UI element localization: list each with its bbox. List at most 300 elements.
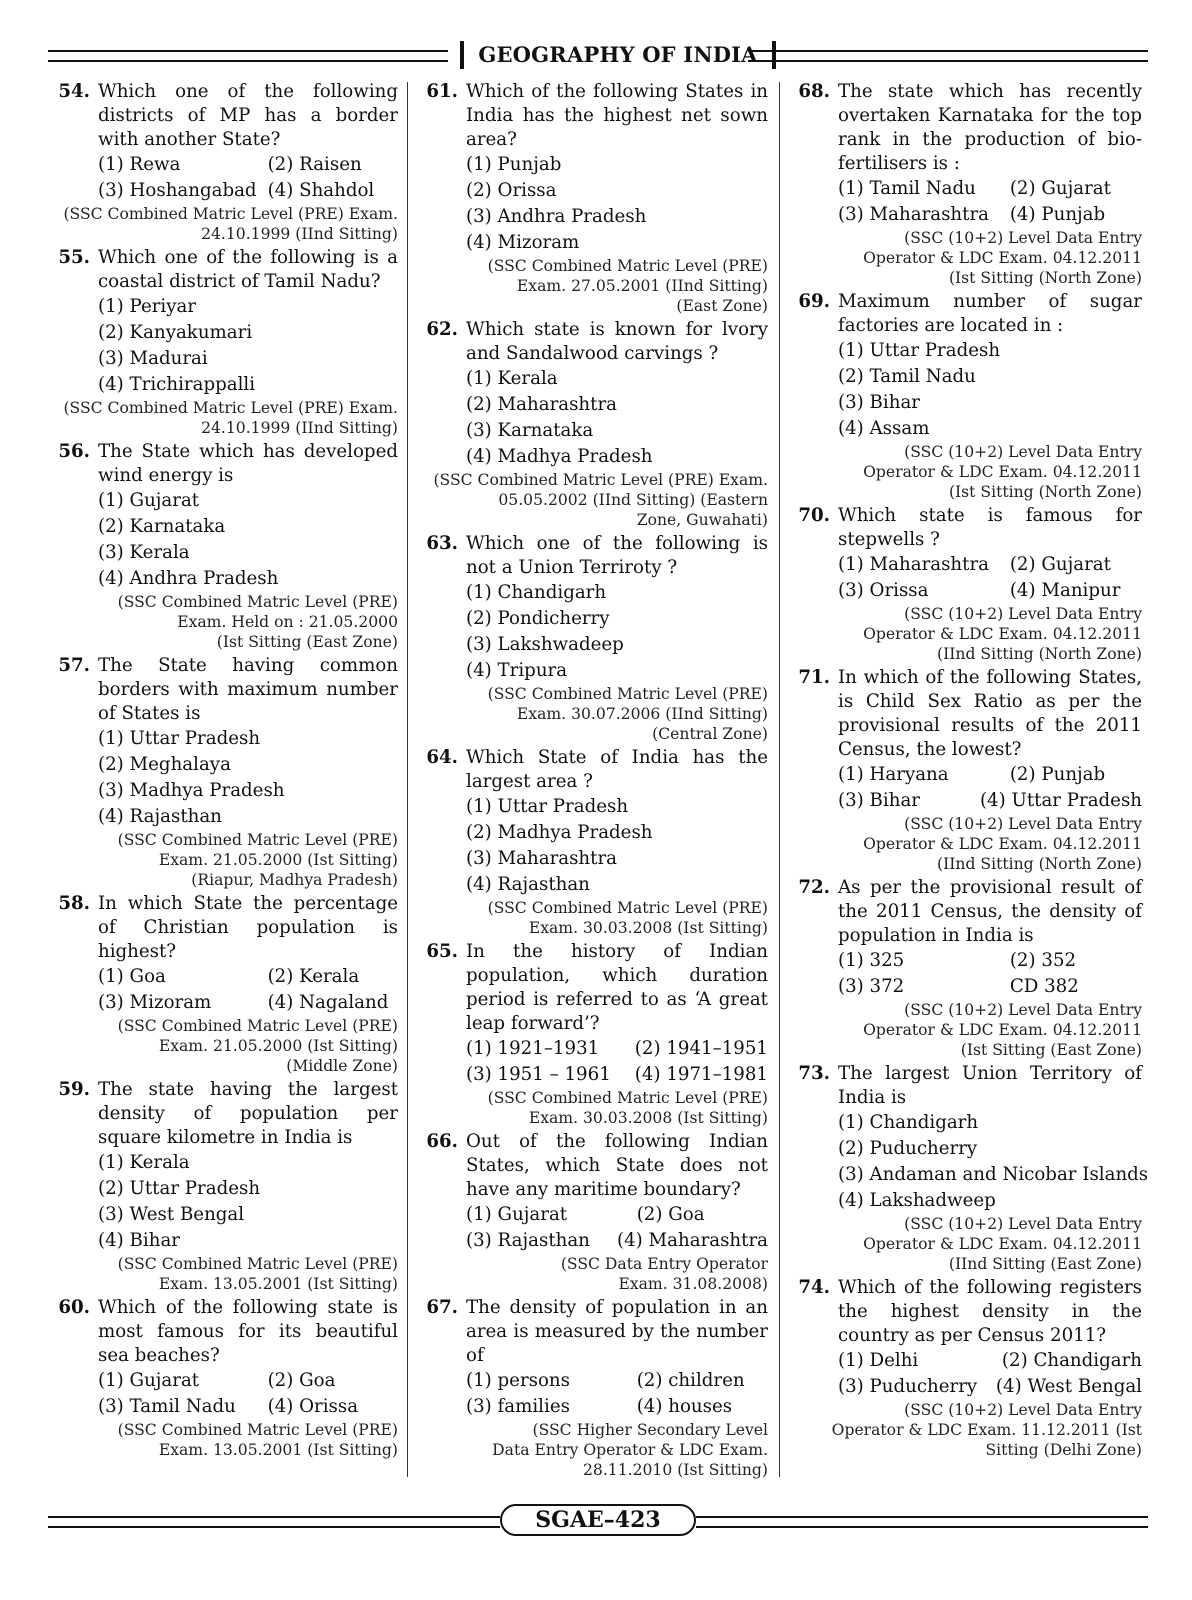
exam-source-line: Operator & LDC Exam. 04.12.2011 [863, 463, 1142, 481]
question-head [50, 246, 398, 294]
answer-option: (4) Andhra Pradesh [98, 568, 279, 589]
answer-option: (2) Raisen [267, 154, 362, 175]
question-block [50, 440, 398, 652]
question-block [418, 80, 768, 316]
question-block [790, 290, 1142, 502]
question-text: Which of the following States in India has the highest net sown area? [466, 81, 768, 150]
question-head [418, 1130, 768, 1202]
options-row [98, 178, 398, 204]
question-number: 67. [426, 1297, 458, 1318]
question-head [418, 80, 768, 152]
question-number: 60. [58, 1297, 90, 1318]
question-block [50, 80, 398, 244]
answer-option: (1) Punjab [466, 154, 562, 175]
answer-option: CD 382 [1009, 976, 1079, 997]
question-head [418, 1296, 768, 1368]
options-group [98, 1368, 398, 1420]
options-row [838, 948, 1142, 974]
exam-source-line: (SSC (10+2) Level Data Entry [904, 815, 1142, 833]
exam-source-line: (SSC Combined Matric Level (PRE) [487, 257, 768, 275]
exam-source-line: (SSC (10+2) Level Data Entry [904, 443, 1142, 461]
exam-source [50, 1254, 398, 1294]
exam-source [418, 1420, 768, 1480]
question-number: 71. [798, 667, 830, 688]
page-footer [48, 1504, 1148, 1540]
exam-source-line: (SSC Combined Matric Level (PRE) Exam. [433, 471, 768, 489]
exam-source-line: (SSC (10+2) Level Data Entry [904, 605, 1142, 623]
exam-source-line: Exam. 21.05.2000 (Ist Sitting) [158, 851, 398, 869]
exam-source-line: Exam. 31.08.2008) [618, 1275, 768, 1293]
answer-option: (1) Gujarat [98, 490, 200, 511]
exam-source-line: (Ist Sitting (North Zone) [948, 483, 1142, 501]
question-block [418, 318, 768, 530]
answer-option: (2) Goa [636, 1204, 705, 1225]
exam-source [790, 1000, 1142, 1060]
answer-option: (4) West Bengal [995, 1376, 1142, 1397]
answer-option: (2) Pondicherry [466, 608, 610, 629]
options-row [98, 152, 398, 178]
options-row [838, 1348, 1142, 1374]
answer-option: (2) Kanyakumari [98, 322, 253, 343]
answer-option: (3) Orissa [838, 580, 929, 601]
column-2 [418, 80, 768, 1500]
answer-option: (3) Bihar [838, 392, 920, 413]
answer-option: (2) Puducherry [838, 1138, 978, 1159]
options-group [466, 1368, 768, 1420]
question-head [790, 504, 1142, 552]
question-text: Which state is famous for stepwells ? [838, 505, 1142, 550]
exam-source-line: (SSC Combined Matric Level (PRE) [487, 899, 768, 917]
question-text: Which State of India has the largest area ? [466, 747, 768, 792]
answer-option: (1) 325 [838, 950, 905, 971]
exam-source-line: (SSC Combined Matric Level (PRE) [487, 1089, 768, 1107]
question-block [50, 1296, 398, 1460]
answer-option: (1) Kerala [466, 368, 558, 389]
exam-source-line: Sitting (Delhi Zone) [985, 1441, 1142, 1459]
question-block [790, 1276, 1142, 1460]
exam-source-line: (East Zone) [676, 297, 768, 315]
question-number: 69. [798, 291, 830, 312]
question-number: 57. [58, 655, 90, 676]
exam-source-line: (SSC Combined Matric Level (PRE) Exam. [63, 399, 398, 417]
answer-option: (3) Hoshangabad [98, 180, 257, 201]
header-rule-right [748, 50, 1148, 62]
answer-option: (1) 1921–1931 [466, 1038, 600, 1059]
options-group [98, 1150, 398, 1254]
column-divider [779, 82, 780, 1477]
answer-option: (1) Haryana [838, 764, 949, 785]
question-block [50, 892, 398, 1076]
exam-source-line: (Central Zone) [652, 725, 768, 743]
question-text: As per the provisional result of the 2011 Census, the density of population in India is [838, 877, 1142, 946]
answer-option: (4) Madhya Pradesh [466, 446, 653, 467]
question-number: 62. [426, 319, 458, 340]
exam-source-line: 24.10.1999 (IInd Sitting) [201, 419, 398, 437]
column-1 [50, 80, 398, 1500]
question-number: 55. [58, 247, 90, 268]
exam-source [790, 228, 1142, 288]
options-group [838, 948, 1142, 1000]
answer-option: (3) Bihar [838, 790, 920, 811]
answer-option: (3) Rajasthan [466, 1230, 590, 1251]
question-head [50, 1078, 398, 1150]
answer-option: (2) Gujarat [1009, 554, 1111, 575]
question-text: The density of population in an area is measured by the number of [466, 1297, 768, 1366]
question-number: 74. [798, 1277, 830, 1298]
answer-option: (4) Rajasthan [466, 874, 590, 895]
exam-source [418, 1088, 768, 1128]
question-head [790, 80, 1142, 176]
question-text: Maximum number of sugar factories are located in : [838, 291, 1142, 336]
exam-source-line: (SSC Combined Matric Level (PRE) Exam. [63, 205, 398, 223]
question-head [50, 892, 398, 964]
options-group [838, 1348, 1142, 1400]
exam-source-line: (SSC Combined Matric Level (PRE) [117, 1017, 398, 1035]
exam-source-line: Exam. 30.07.2006 (IInd Sitting) [516, 705, 768, 723]
answer-option: (1) Uttar Pradesh [838, 340, 1001, 361]
exam-source-line: 24.10.1999 (IInd Sitting) [201, 225, 398, 243]
exam-source-line: (SSC (10+2) Level Data Entry [904, 1001, 1142, 1019]
options-row [466, 1036, 768, 1062]
answer-option: (1) Gujarat [98, 1370, 200, 1391]
question-text: Which of the following state is most famous for its beautiful sea beaches? [98, 1297, 398, 1366]
question-block [50, 654, 398, 890]
answer-option: (4) Punjab [1009, 204, 1106, 225]
answer-option: (1) Chandigarh [838, 1112, 979, 1133]
answer-option: (4) 1971–1981 [634, 1064, 768, 1085]
answer-option: (4) Trichirappalli [98, 374, 256, 395]
question-number: 64. [426, 747, 458, 768]
page-header [48, 38, 1148, 72]
exam-source-line: (Ist Sitting (East Zone) [960, 1041, 1142, 1059]
exam-source-line: (SSC (10+2) Level Data Entry [904, 1401, 1142, 1419]
question-block [418, 532, 768, 744]
exam-source-line: 05.05.2002 (IInd Sitting) (Eastern [498, 491, 768, 509]
question-head [790, 290, 1142, 338]
exam-source [418, 470, 768, 530]
question-block [790, 504, 1142, 664]
answer-option: (2) Kerala [267, 966, 360, 987]
question-number: 66. [426, 1131, 458, 1152]
exam-source-line: (SSC Combined Matric Level (PRE) [117, 831, 398, 849]
answer-option: (3) 1951 – 1961 [466, 1064, 611, 1085]
answer-option: (1) Uttar Pradesh [98, 728, 261, 749]
question-text: The state having the largest density of population per square kilometre in India is [98, 1079, 398, 1148]
options-group [838, 176, 1142, 228]
answer-option: (3) Madurai [98, 348, 208, 369]
exam-source [418, 1254, 768, 1294]
options-group [466, 152, 768, 256]
question-head [50, 1296, 398, 1368]
question-head [418, 940, 768, 1036]
options-row [98, 964, 398, 990]
exam-source-line: Exam. Held on : 21.05.2000 [177, 613, 398, 631]
exam-source-line: Exam. 13.05.2001 (Ist Sitting) [158, 1275, 398, 1293]
question-text: Which one of the following is not a Union Terriroty ? [466, 533, 768, 578]
answer-option: (4) Tripura [466, 660, 568, 681]
answer-option: (1) persons [466, 1370, 570, 1391]
answer-option: (3) Tamil Nadu [98, 1396, 236, 1417]
exam-source [418, 256, 768, 316]
question-number: 58. [58, 893, 90, 914]
question-text: The State which has developed wind energy is [98, 441, 398, 486]
answer-option: (1) Uttar Pradesh [466, 796, 629, 817]
answer-option: (3) Kerala [98, 542, 190, 563]
question-text: The State having common borders with maximum number of States is [98, 655, 398, 724]
answer-option: (3) Andhra Pradesh [466, 206, 647, 227]
answer-option: (1) Rewa [98, 154, 181, 175]
exam-source-line: Operator & LDC Exam. 04.12.2011 [863, 1235, 1142, 1253]
options-group [98, 964, 398, 1016]
options-row [466, 1228, 768, 1254]
exam-source [790, 814, 1142, 874]
exam-source-line: (IInd Sitting (North Zone) [937, 855, 1142, 873]
answer-option: (2) Orissa [466, 180, 557, 201]
exam-source-line: Data Entry Operator & LDC Exam. [492, 1441, 768, 1459]
answer-option: (2) Madhya Pradesh [466, 822, 653, 843]
options-row [838, 788, 1142, 814]
question-text: The state which has recently overtaken Karnataka for the top rank in the production of bio-fertilisers is : [838, 81, 1142, 174]
question-block [790, 1062, 1149, 1274]
answer-option: (2) Chandigarh [1001, 1350, 1142, 1371]
question-text: In which of the following States, is Child Sex Ratio as per the provisional results of the 2011 Census, the lowest? [838, 667, 1142, 760]
options-group [466, 794, 768, 898]
answer-option: (4) Assam [838, 418, 930, 439]
exam-source [790, 442, 1142, 502]
options-group [98, 488, 398, 592]
question-number: 72. [798, 877, 830, 898]
footer-rule-right [696, 1516, 1148, 1528]
answer-option: (1) Maharashtra [838, 554, 989, 575]
question-block [790, 666, 1142, 874]
options-group [98, 726, 398, 830]
question-number: 61. [426, 81, 458, 102]
answer-option: (3) Mizoram [98, 992, 212, 1013]
footer-rule-left [48, 1516, 500, 1528]
question-number: 68. [798, 81, 830, 102]
options-group [98, 294, 398, 398]
options-row [838, 1374, 1142, 1400]
exam-source-line: (SSC Data Entry Operator [560, 1255, 768, 1273]
options-row [838, 552, 1142, 578]
question-block [790, 876, 1142, 1060]
options-row [466, 1202, 768, 1228]
options-row [466, 1394, 768, 1420]
question-head [790, 876, 1142, 948]
answer-option: (1) Periyar [98, 296, 197, 317]
exam-source-line: Exam. 21.05.2000 (Ist Sitting) [158, 1037, 398, 1055]
answer-option: (1) Kerala [98, 1152, 190, 1173]
options-row [98, 990, 398, 1016]
answer-option: (3) Andaman and Nicobar Islands [838, 1164, 1149, 1185]
question-text: In the history of Indian population, which duration period is referred to as ‘A great leap forward’? [466, 941, 768, 1034]
answer-option: (3) Maharashtra [838, 204, 989, 225]
exam-source-line: Operator & LDC Exam. 04.12.2011 [863, 1021, 1142, 1039]
answer-option: (3) Karnataka [466, 420, 594, 441]
column-3 [790, 80, 1149, 1500]
options-row [838, 762, 1142, 788]
answer-option: (2) Punjab [1009, 764, 1106, 785]
question-head [418, 318, 768, 366]
question-head [790, 1276, 1142, 1348]
answer-option: (1) Goa [98, 966, 166, 987]
options-row [466, 1062, 768, 1088]
question-block [418, 746, 768, 938]
answer-option: (3) Maharashtra [466, 848, 617, 869]
column-divider [407, 82, 408, 1477]
question-number: 65. [426, 941, 458, 962]
exam-source-line: (SSC (10+2) Level Data Entry [904, 1215, 1142, 1233]
answer-option: (4) Orissa [267, 1396, 359, 1417]
options-row [838, 176, 1142, 202]
question-head [418, 746, 768, 794]
question-block [418, 1130, 768, 1294]
answer-option: (4) Mizoram [466, 232, 580, 253]
exam-source [790, 1214, 1142, 1274]
header-rule-left [48, 50, 448, 62]
exam-source-line: (SSC Combined Matric Level (PRE) [487, 685, 768, 703]
answer-option: (2) Goa [267, 1370, 336, 1391]
exam-source-line: (SSC Combined Matric Level (PRE) [117, 593, 398, 611]
question-block [790, 80, 1142, 288]
exam-source [790, 1400, 1142, 1460]
exam-source-line: Operator & LDC Exam. 04.12.2011 [863, 249, 1142, 267]
options-group [466, 1036, 768, 1088]
answer-option: (1) Gujarat [466, 1204, 568, 1225]
answer-option: (1) Tamil Nadu [838, 178, 976, 199]
answer-option: (1) Delhi [838, 1350, 919, 1371]
answer-option: (3) Puducherry [838, 1376, 978, 1397]
options-group [466, 1202, 768, 1254]
answer-option: (2) children [636, 1370, 745, 1391]
answer-option: (3) Lakshwadeep [466, 634, 624, 655]
answer-option: (4) Lakshadweep [838, 1190, 996, 1211]
question-number: 63. [426, 533, 458, 554]
options-group [98, 152, 398, 204]
page-number-badge: SGAE–423 [500, 1504, 696, 1536]
question-head [790, 666, 1142, 762]
question-block [50, 246, 398, 438]
exam-source [50, 1420, 398, 1460]
answer-option: (2) Karnataka [98, 516, 226, 537]
options-row [466, 1368, 768, 1394]
options-group [838, 1110, 1149, 1214]
answer-option: (4) Maharashtra [617, 1230, 768, 1251]
exam-source [418, 898, 768, 938]
answer-option: (2) Uttar Pradesh [98, 1178, 261, 1199]
exam-source-line: (Riapur, Madhya Pradesh) [191, 871, 398, 889]
exam-source-line: Exam. 27.05.2001 (IInd Sitting) [516, 277, 768, 295]
exam-source-line: (Ist Sitting (East Zone) [216, 633, 398, 651]
answer-option: (3) West Bengal [98, 1204, 245, 1225]
exam-source-line: (SSC (10+2) Level Data Entry [904, 229, 1142, 247]
exam-source-line: Exam. 30.03.2008 (Ist Sitting) [528, 919, 768, 937]
exam-source-line: (Middle Zone) [286, 1057, 398, 1075]
exam-source [50, 830, 398, 890]
exam-source [50, 204, 398, 244]
answer-option: (1) Chandigarh [466, 582, 607, 603]
question-text: Which one of the following is a coastal district of Tamil Nadu? [98, 247, 398, 292]
question-number: 70. [798, 505, 830, 526]
question-head [50, 80, 398, 152]
answer-option: (2) Gujarat [1009, 178, 1111, 199]
answer-option: (2) Meghalaya [98, 754, 231, 775]
options-row [838, 202, 1142, 228]
answer-option: (4) Nagaland [267, 992, 389, 1013]
exam-source-line: (SSC Combined Matric Level (PRE) [117, 1421, 398, 1439]
answer-option: (2) Tamil Nadu [838, 366, 976, 387]
exam-source-line: 28.11.2010 (Ist Sitting) [582, 1461, 768, 1479]
question-head [418, 532, 768, 580]
options-group [466, 366, 768, 470]
question-number: 56. [58, 441, 90, 462]
exam-source-line: (SSC Higher Secondary Level [532, 1421, 768, 1439]
question-text: Out of the following Indian States, which State does not have any maritime boundary? [466, 1131, 768, 1200]
options-group [838, 552, 1142, 604]
question-head [50, 654, 398, 726]
exam-source [418, 684, 768, 744]
options-row [98, 1394, 398, 1420]
question-head [50, 440, 398, 488]
answer-option: (4) Uttar Pradesh [979, 790, 1142, 811]
answer-option: (4) Shahdol [267, 180, 375, 201]
exam-source [50, 1016, 398, 1076]
exam-source-line: Operator & LDC Exam. 04.12.2011 [863, 625, 1142, 643]
question-head [790, 1062, 1142, 1110]
exam-source-line: Operator & LDC Exam. 04.12.2011 [863, 835, 1142, 853]
answer-option: (3) 372 [838, 976, 905, 997]
exam-source-line: (IInd Sitting (North Zone) [937, 645, 1142, 663]
page-title: GEOGRAPHY OF INDIA [448, 38, 788, 72]
exam-source-line: (SSC Combined Matric Level (PRE) [117, 1255, 398, 1273]
options-group [838, 338, 1142, 442]
question-text: Which state is known for lvory and Sandalwood carvings ? [466, 319, 768, 364]
question-text: Which one of the following districts of MP has a border with another State? [98, 81, 398, 150]
question-block [418, 1296, 768, 1480]
answer-option: (2) 352 [1009, 950, 1077, 971]
question-number: 73. [798, 1063, 830, 1084]
exam-source-line: (Ist Sitting (North Zone) [948, 269, 1142, 287]
options-group [838, 762, 1142, 814]
question-block [50, 1078, 398, 1294]
question-text: Which of the following registers the highest density in the country as per Census 2011? [838, 1277, 1142, 1346]
answer-option: (4) Bihar [98, 1230, 180, 1251]
exam-source [50, 398, 398, 438]
options-row [98, 1368, 398, 1394]
answer-option: (4) Rajasthan [98, 806, 222, 827]
exam-source-line: Exam. 30.03.2008 (Ist Sitting) [528, 1109, 768, 1127]
question-number: 54. [58, 81, 90, 102]
answer-option: (3) Madhya Pradesh [98, 780, 285, 801]
question-text: The largest Union Territory of India is [838, 1063, 1142, 1108]
answer-option: (2) Maharashtra [466, 394, 617, 415]
answer-option: (4) Manipur [1009, 580, 1121, 601]
exam-source-line: Operator & LDC Exam. 11.12.2011 (Ist [831, 1421, 1142, 1439]
exam-source-line: Exam. 13.05.2001 (Ist Sitting) [158, 1441, 398, 1459]
exam-source-line: (IInd Sitting (East Zone) [948, 1255, 1142, 1273]
answer-option: (2) 1941–1951 [634, 1038, 768, 1059]
answer-option: (3) families [466, 1396, 570, 1417]
options-row [838, 974, 1142, 1000]
answer-option: (4) houses [636, 1396, 733, 1417]
exam-source [790, 604, 1142, 664]
question-text: In which State the percentage of Christian population is highest? [98, 893, 398, 962]
question-number: 59. [58, 1079, 90, 1100]
options-row [838, 578, 1142, 604]
options-group [466, 580, 768, 684]
question-block [418, 940, 768, 1128]
exam-source-line: Zone, Guwahati) [636, 511, 768, 529]
